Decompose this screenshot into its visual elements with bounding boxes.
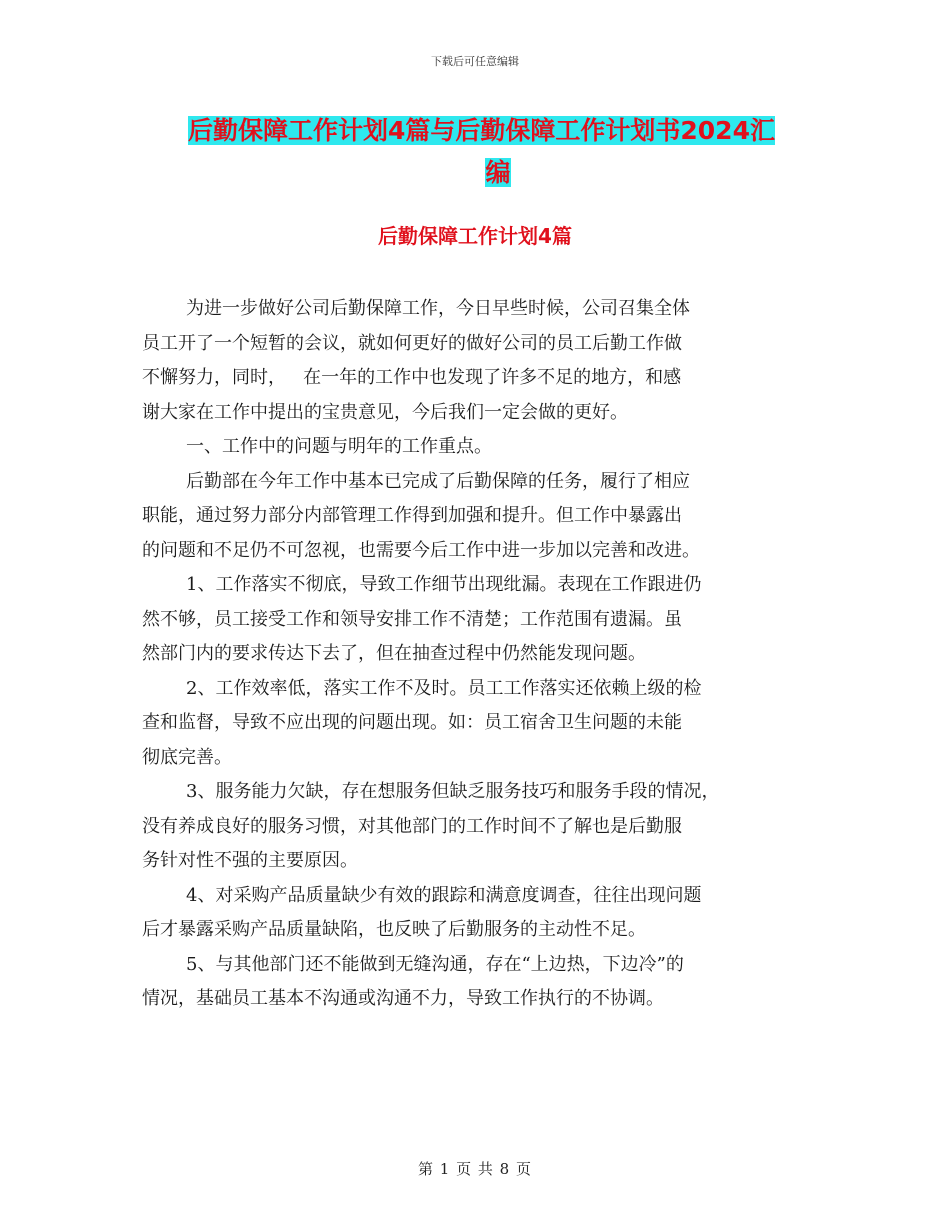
paragraph xyxy=(142,465,808,569)
page-footer: 第 1 页 共 8 页 xyxy=(418,1160,532,1178)
paragraph-line: 的问题和不足仍不可忽视，也需要今后工作中进一步加以完善和改进。 xyxy=(142,539,700,561)
paragraph-line: 后勤部在今年工作中基本已完成了后勤保障的任务，履行了相应 xyxy=(186,470,690,492)
section-title: 后勤保障工作计划4篇 xyxy=(378,224,572,248)
paragraph-line: 不懈努力，同时， 在一年的工作中也发现了许多不足的地方，和感 xyxy=(142,367,682,388)
document-title-line-1: 后勤保障工作计划4篇与后勤保障工作计划书2024汇 xyxy=(188,116,775,145)
document-title-line-2: 编 xyxy=(485,158,511,187)
paragraph-line: 为进一步做好公司后勤保障工作，今日早些时候，公司召集全体 xyxy=(186,298,690,319)
paragraph-line: 1、工作落实不彻底，导致工作细节出现纰漏。表现在工作跟进仍 xyxy=(186,574,702,595)
paragraph xyxy=(142,430,808,465)
paragraph-line: 3、服务能力欠缺，存在想服务但缺乏服务技巧和服务手段的情况， xyxy=(186,781,720,802)
paragraph xyxy=(142,948,808,1017)
paragraph-line: 情况，基础员工基本不沟通或沟通不力，导致工作执行的不协调。 xyxy=(142,988,664,1009)
paragraph-line: 4、对采购产品质量缺少有效的跟踪和满意度调查，往往出现问题 xyxy=(186,884,702,906)
paragraph-line: 没有养成良好的服务习惯，对其他部门的工作时间不了解也是后勤服 xyxy=(142,815,682,837)
paragraph-line: 职能，通过努力部分内部管理工作得到加强和提升。但工作中暴露出 xyxy=(142,505,682,526)
paragraph-line: 员工开了一个短暂的会议，就如何更好的做好公司的员工后勤工作做 xyxy=(142,332,682,354)
paragraph-line: 2、工作效率低，落实工作不及时。员工工作落实还依赖上级的检 xyxy=(186,677,702,699)
paragraph-line: 然不够，员工接受工作和领导安排工作不清楚；工作范围有遗漏。虽 xyxy=(142,608,682,630)
paragraph xyxy=(142,775,808,879)
paragraph xyxy=(142,672,808,776)
paragraph-line: 然部门内的要求传达下去了，但在抽查过程中仍然能发现问题。 xyxy=(142,643,646,664)
paragraph xyxy=(142,879,808,948)
paragraph-line: 5、与其他部门还不能做到无缝沟通，存在“上边热，下边冷”的 xyxy=(186,953,684,975)
paragraph-line: 谢大家在工作中提出的宝贵意见，今后我们一定会做的更好。 xyxy=(142,401,628,423)
document-title xyxy=(188,110,808,194)
paragraph-line: 务针对性不强的主要原因。 xyxy=(142,850,358,871)
paragraph-line: 后才暴露采购产品质量缺陷，也反映了后勤服务的主动性不足。 xyxy=(142,919,646,940)
paragraph-line: 查和监督，导致不应出现的问题出现。如：员工宿舍卫生问题的未能 xyxy=(142,712,682,733)
header-note: 下载后可任意编辑 xyxy=(431,55,519,68)
paragraph xyxy=(142,568,808,672)
document-body xyxy=(142,292,808,1017)
paragraph-line: 彻底完善。 xyxy=(142,746,232,768)
paragraph xyxy=(142,292,808,430)
paragraph-line: 一、工作中的问题与明年的工作重点。 xyxy=(186,436,492,457)
